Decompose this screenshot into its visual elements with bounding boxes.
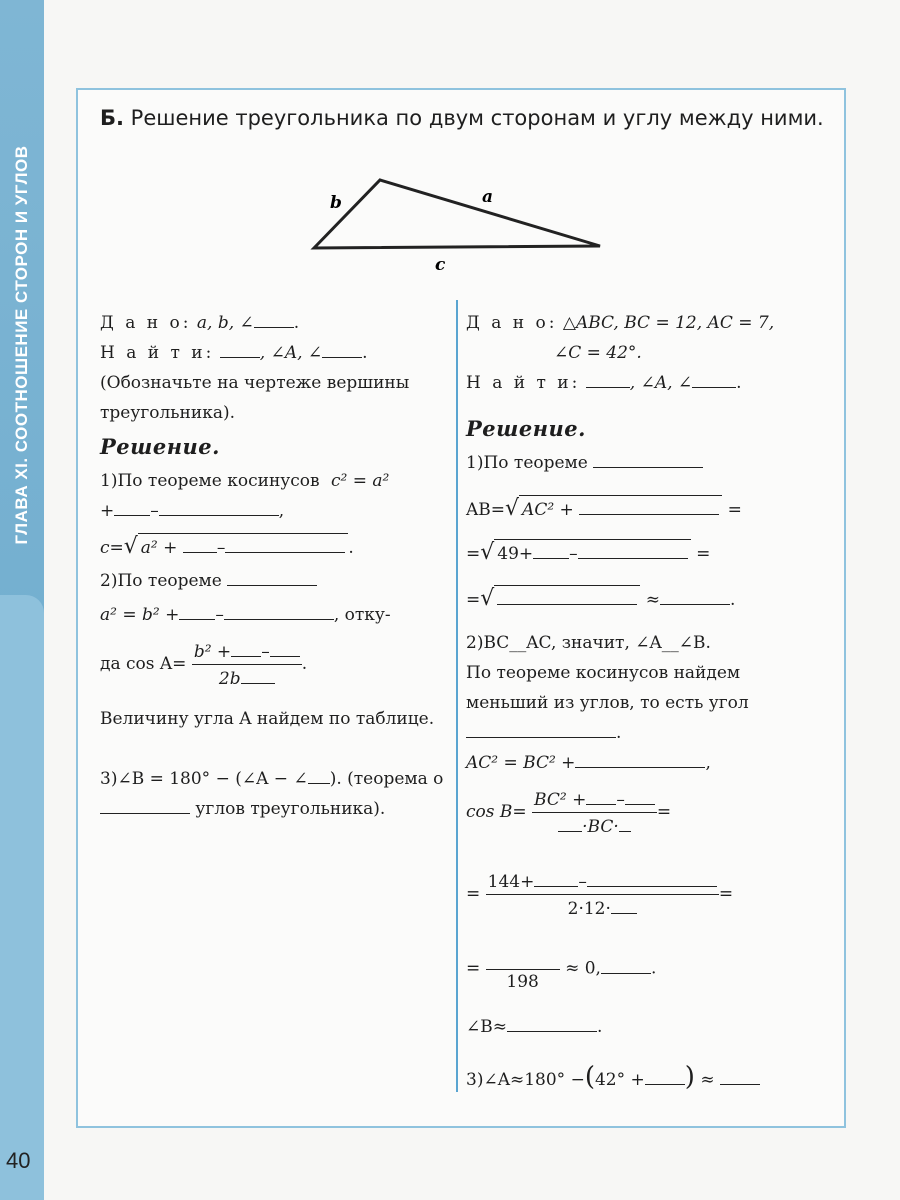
section-header xyxy=(100,102,830,134)
left-find: Н а й т и: , ∠A, ∠ . xyxy=(100,338,368,368)
left-step2-eq: a² = b² + – , отку- xyxy=(100,600,391,630)
triangle-shape xyxy=(314,180,600,248)
left-step1: 1)По теореме косинусов c² = a² xyxy=(100,471,390,491)
right-frac2: = $\frac{144+ -}{2\cdot 12\cdot}$ = xyxy=(466,868,733,921)
left-step3-cont: углов треугольника). xyxy=(100,794,385,824)
right-text-a: По теореме косинусов найдем xyxy=(466,663,741,683)
section-title: Решение треугольника по двум сторонам и углу между ними. xyxy=(130,106,824,130)
side-band-lower xyxy=(0,595,44,1200)
left-note: (Обозначьте на чертеже вершины треугольника). xyxy=(100,373,410,423)
left-angle-text: Величину угла A найдем по таблице. xyxy=(100,709,435,729)
left-step2: 2)По теореме xyxy=(100,566,317,596)
left-given: Д а н о: a, b, ∠ . xyxy=(100,308,299,338)
right-198-line: = 198 ≈ 0, . xyxy=(466,944,656,994)
left-c-formula: c=√ a² + – . xyxy=(100,534,354,559)
right-step3: 3)∠A≈180° −(42° + ) ≈ xyxy=(466,1062,760,1095)
left-step3: 3)∠B = 180° − (∠A − ∠ ). (теорема о xyxy=(100,764,443,794)
page-number: 40 xyxy=(6,1148,31,1173)
triangle-side-a: a xyxy=(482,187,494,207)
right-ab-formula: AB=√ AC² + = xyxy=(466,496,742,521)
right-approx-line: =√ ≈ . xyxy=(466,586,736,611)
right-solution-label: Решение. xyxy=(466,416,586,441)
triangle-side-b: b xyxy=(330,193,342,213)
column-divider xyxy=(456,300,458,1092)
right-cosb-formula: cos B= $\frac{\text{BC² + –}}{\cdot BC\cdot}$ = xyxy=(466,786,671,839)
right-find: Н а й т и: , ∠A, ∠ . xyxy=(466,368,742,398)
triangle-figure xyxy=(300,170,620,280)
right-angle-blank: . xyxy=(466,718,621,748)
right-given-angle: ∠C = 42°. xyxy=(554,343,642,363)
right-step2: 2)BC__AC, значит, ∠A__∠B. xyxy=(466,633,711,653)
left-solution-label: Решение. xyxy=(100,434,220,459)
chapter-title: ГЛАВА XI. СООТНОШЕНИЕ СТОРОН И УГЛОВ xyxy=(12,145,31,545)
right-step1: 1)По теореме xyxy=(466,448,703,478)
right-text-b: меньший из углов, то есть угол xyxy=(466,693,749,713)
right-angle-b: ∠B≈ . xyxy=(466,1012,602,1042)
right-given: Д а н о: △ABC, BC = 12, AC = 7, xyxy=(466,313,775,333)
left-cos-formula: да cos A= $\frac{\text{b² + –}}{2b}$ . xyxy=(100,638,307,691)
section-letter: Б. xyxy=(100,106,124,130)
triangle-side-c: c xyxy=(435,255,446,275)
left-step1-line2: + – , xyxy=(100,496,284,526)
right-49-line: =√ 49+ – = xyxy=(466,540,711,565)
right-ac2-eq: AC² = BC² + , xyxy=(466,748,711,778)
